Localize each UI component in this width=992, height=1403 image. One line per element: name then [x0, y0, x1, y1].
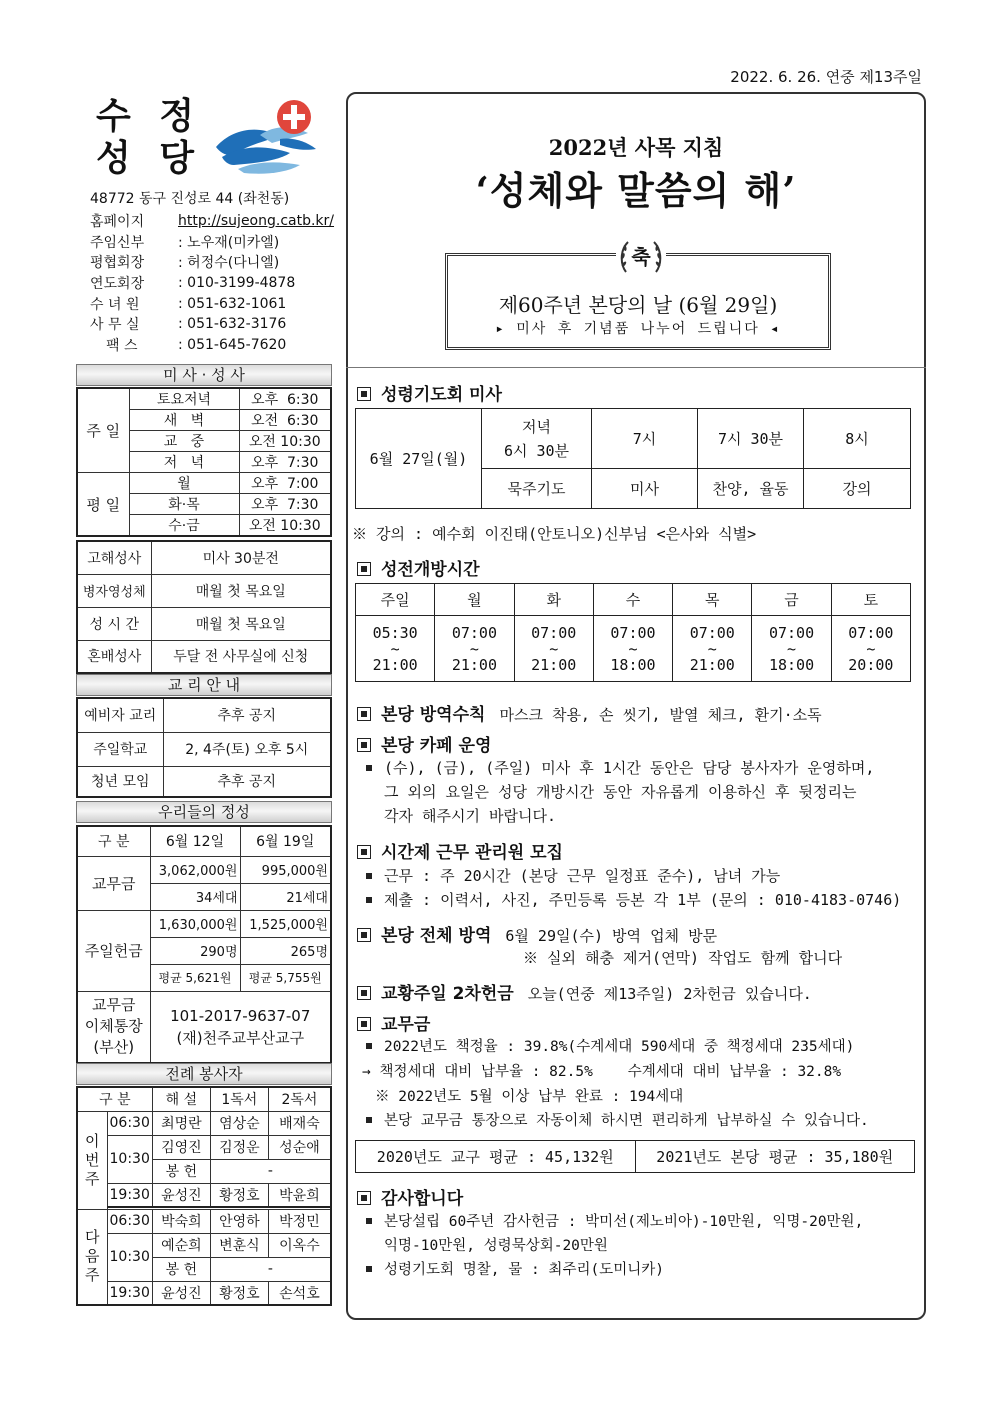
holy-spirit-heading: 성령기도회 미사: [357, 380, 502, 405]
issue-date: 2022. 6. 26. 연중 제13주일: [730, 68, 922, 86]
info-row-convent: 수 녀 원 : 051-632-1061: [90, 295, 287, 313]
disinfect-note: ※ 실외 해충 제거(연막) 작업도 함께 합니다: [523, 949, 843, 967]
info-row-office: 사 무 실 : 051-632-3176: [90, 316, 287, 334]
doctrine-table: 예비자 교리 추후 공지 주일학교 2, 4주(토) 오후 5시 청년 모임 추후 공지: [76, 697, 332, 798]
sacrament-table: 고해성사 미사 30분전 병자영성체 매월 첫 목요일 성 시 간 매월 첫 목요일 혼배성사 두달 전 사무실에 신청: [76, 540, 332, 674]
holy-spirit-date: 6월 27일(월): [356, 409, 482, 509]
holy-spirit-table: 6월 27일(월) 저녁 6시 30분 7시 7시 30분 8시 묵주기도 미사 찬양, 율동 강의: [355, 408, 911, 509]
anniversary-badge-text: 축: [631, 245, 651, 269]
account-number: 101-2017-9637-07: [170, 1006, 311, 1025]
church-name-line1: 수 정: [96, 95, 203, 137]
pope-heading: 교황주일 2차헌금 오늘(연중 제13주일) 2차헌금 있습니다.: [357, 979, 812, 1004]
offering-heading: 우리들의 정성: [76, 801, 332, 823]
bullet-box-icon: [357, 1017, 371, 1031]
cafe-heading: 본당 카페 운영: [357, 731, 491, 756]
info-row-yeondo: 연도회장 : 010-3199-4878: [90, 275, 296, 293]
divider: [346, 367, 926, 368]
next-week-label: 다음주: [77, 1209, 107, 1305]
weekday-label: 평 일: [77, 473, 129, 537]
pope-text: 오늘(연중 제13주일) 2차헌금 있습니다.: [527, 985, 812, 1003]
servers-heading: 전례 봉사자: [76, 1063, 332, 1085]
this-week-label: 이번주: [77, 1111, 107, 1209]
avg-2021: 2021년도 본당 평균 : 35,180원: [635, 1141, 915, 1173]
bullet-box-icon: [357, 986, 371, 1000]
info-row-homepage: 홈페이지 http://sujeong.catb.kr/: [90, 213, 335, 231]
info-row-fax: 팩 스 : 051-645-7620: [106, 336, 287, 354]
fee-average-table: [355, 1140, 915, 1173]
recruit-text: 근무 : 주 20시간 (본당 근무 일정표 준수), 남녀 가능 제출 : 이력서, 사진, 주민등록 등본 각 1부 (문의 : 010-4183-0746): [366, 864, 901, 912]
fee-complete-line: ※ 2022년도 5월 이상 납부 완료 : 194세대: [375, 1089, 684, 1105]
recruit-heading: 시간제 근무 관리원 모집: [357, 838, 563, 863]
fee-text: 2022년도 책정율 : 39.8%(수계세대 590세대 중 책정세대 235세대): [366, 1035, 854, 1059]
sunday-label: 주 일: [77, 388, 129, 473]
bullet-icon: [366, 1043, 372, 1049]
bullet-icon: [366, 873, 372, 879]
account-info: [150, 991, 331, 1063]
church-logo-icon: [212, 95, 320, 175]
bullet-box-icon: [357, 928, 371, 942]
pastoral-subtitle: 2022년 사목 지침: [548, 135, 724, 160]
bullet-icon: [366, 1218, 372, 1224]
cafe-text: (수), (금), (주일) 미사 후 1시간 동안은 담당 봉사자가 운영하며, 그 외의 요일은 성당 개방시간 동안 자유롭게 이용하신 후 뒷정리는 각자 해주시기 바랍니다.: [366, 756, 874, 828]
disinfect-text: 6월 29일(수) 방역 업체 방문: [505, 927, 718, 945]
info-row-pastor: 주임신부 : 노우재(미카엘): [90, 234, 280, 251]
bullet-box-icon: [357, 1191, 371, 1205]
bullet-box-icon: [357, 562, 371, 576]
quarantine-heading: 본당 방역수칙 마스크 착용, 손 씻기, 발열 체크, 환기·소독: [357, 700, 822, 725]
disinfect-heading: 본당 전체 방역 6월 29일(수) 방역 업체 방문: [357, 921, 717, 946]
servers-table: 구 분 해 설 1독서 2독서 이번주 06:30 최명란 염상순 배재숙 10:30 김영진 김정운 성순애 봉 헌 - 19:30 윤성진 황정호 박윤희 다음주 06:30 박숙희 안영하 박정민 10:30 예순희 변훈식 이옥수 봉 헌 - 19:30 윤성진 황정호 손석호: [76, 1086, 332, 1306]
bullet-icon: [366, 1266, 372, 1272]
pastoral-title: ‘성체와 말씀의 해’: [475, 168, 797, 213]
homepage-link[interactable]: http://sujeong.catb.kr/: [178, 213, 335, 230]
bullet-icon: [366, 765, 372, 771]
avg-2020: 2020년도 교구 평균 : 45,132원: [356, 1141, 636, 1173]
bullet-box-icon: [357, 387, 371, 401]
bullet-icon: [366, 1117, 372, 1123]
laurel-badge-icon: [616, 234, 666, 280]
account-owner: (재)천주교부산교구: [176, 1028, 305, 1047]
bullet-box-icon: [357, 707, 371, 721]
church-name-line2: 성 당: [96, 137, 203, 179]
bullet-icon: [366, 897, 372, 903]
bullet-box-icon: [357, 845, 371, 859]
fee-autopay: 본당 교무금 통장으로 자동이체 하시면 편리하게 납부하실 수 있습니다.: [366, 1109, 869, 1133]
doctrine-heading: 교 리 안 내: [76, 674, 332, 696]
bullet-box-icon: [357, 738, 371, 752]
info-row-council: 평협회장 : 허정수(다니엘): [90, 255, 280, 272]
church-address: 48772 동구 진성로 44 (좌천동): [90, 191, 290, 207]
mass-heading: 미 사 · 성 사: [76, 364, 332, 386]
church-info: [90, 188, 340, 355]
thanks-heading: 감사합니다: [357, 1184, 463, 1209]
offering-table: 구 분 6월 12일 6월 19일 교무금 3,062,000원 995,000원 34세대 21세대 주일헌금 1,630,000원 1,525,000원 290명 265명 평균 5,621원 평균 5,755원 교무금 이체통장 (부산) 101-2017-9637-07 (재)천주교부산교구: [76, 825, 332, 1064]
thanks-text: 본당설립 60주년 감사헌금 : 박미선(제노비아)-10만원, 익명-20만원, 익명-10만원, 성령묵상회-20만원 성령기도회 명찰, 물 : 최주리(도미니카): [366, 1210, 863, 1282]
quarantine-text: 마스크 착용, 손 씻기, 발열 체크, 환기·소독: [499, 706, 822, 724]
open-hours-table: 주일 월 화 수 목 금 토 05:30 ~ 21:00 07:00 ~ 21:00 07:00 ~ 21:00 07:00 ~ 18:00 07:00 ~ 21:00 07:00 ~ 18:00 07:00 ~ 20:00: [355, 583, 911, 682]
holy-spirit-note: ※ 강의 : 예수회 이진태(안토니오)신부님 <은사와 식별>: [352, 525, 757, 543]
anniversary-title: 제60주년 본당의 날 (6월 29일): [498, 293, 778, 317]
church-name: [96, 95, 202, 179]
open-hours-heading: 성전개방시간: [357, 555, 480, 580]
anniversary-subtitle: ▸ 미사 후 기념품 나누어 드립니다 ◂: [495, 321, 781, 337]
fee-heading: 교무금: [357, 1010, 430, 1035]
fee-rate-line: → 책정세대 대비 납부율 : 82.5% 수계세대 대비 납부율 : 32.8%: [362, 1064, 842, 1080]
mass-table: 주 일 토요저녁 오후 6:30 새 벽 오전 6:30 교 중 오전 10:30 저 녁 오후 7:30 평 일 월 오후 7:00 화·목 오후 7:30 수·금 오전 10:30: [76, 387, 332, 537]
account-label: 교무금 이체통장 (부산): [77, 991, 150, 1063]
